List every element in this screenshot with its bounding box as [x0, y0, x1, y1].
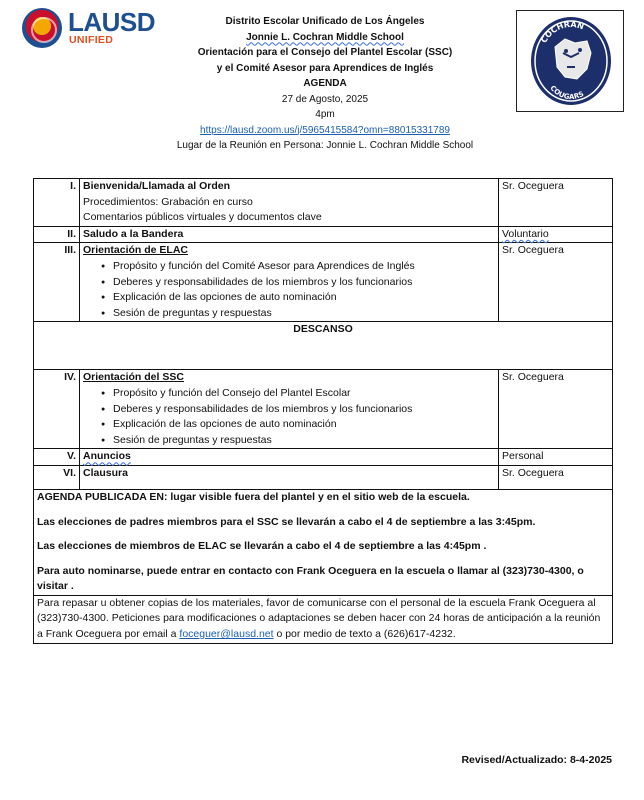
- list-item: ● Sesión de preguntas y respuestas: [101, 306, 495, 322]
- crest-bottom-text: COUGARS: [548, 84, 586, 102]
- header-agenda: AGENDA: [303, 78, 347, 89]
- list-item: ● Propósito y función del Consejo del Plantel Escolar: [101, 386, 495, 402]
- agenda-row-3: [34, 243, 613, 322]
- item-number: VI.: [34, 465, 80, 489]
- copies-cell: [34, 595, 613, 643]
- agenda-row-1: [34, 179, 613, 227]
- item-title: Bienvenida/Llamada al Orden: [83, 180, 231, 192]
- agenda-break-row: [34, 322, 613, 370]
- crest-top-text: COCHRAN: [539, 19, 586, 45]
- zoom-link[interactable]: https://lausd.zoom.us/j/5965415584?omn=88015331789: [200, 124, 450, 136]
- email-link[interactable]: foceguer@lausd.net: [179, 628, 274, 641]
- item-number: II.: [34, 226, 80, 243]
- lausd-seal-icon: [22, 8, 62, 48]
- list-item: ● Deberes y responsabilidades de los miembros y los funcionarios: [101, 275, 495, 291]
- list-item: ● Explicación de las opciones de auto nominación: [101, 417, 495, 433]
- agenda-table: [33, 178, 613, 644]
- posted-note: AGENDA PUBLICADA EN: lugar visible fuera del plantel y en el sitio web de la escuela.: [37, 490, 470, 503]
- item-responsible: Sr. Oceguera: [499, 370, 613, 449]
- logo-name: LAUSD: [68, 7, 156, 37]
- agenda-row-4: [34, 370, 613, 449]
- break-label: DESCANSO: [34, 322, 613, 370]
- ssc-elections-note: Las elecciones de padres miembros para el SSC se llevarán a cabo el 4 de septiembre a las 3:45pm.: [37, 515, 536, 528]
- item-title: Clausura: [83, 466, 128, 479]
- document-header: [140, 14, 510, 154]
- cochran-crest: [516, 10, 624, 112]
- notes-row: [34, 489, 613, 595]
- header-school: Jonnie L. Cochran Middle School: [246, 31, 404, 43]
- item-number: I.: [34, 179, 80, 227]
- copies-text: Para repasar u obtener copias de los materiales, favor de comunicarse con el personal de la escuela Frank Oceguera al (323)730-4300. Peticiones para modificaciones o adaptaciones se deben hacer con 24 horas de anticipación a la reunión a Frank Oceguera por email a: [37, 596, 601, 641]
- item-title: Orientación del SSC: [83, 371, 184, 384]
- item-responsible: Voluntario: [499, 226, 613, 243]
- notes-cell: [34, 489, 613, 595]
- item-content: [80, 226, 499, 243]
- header-location: Lugar de la Reunión en Persona: Jonnie L. Cochran Middle School: [176, 140, 474, 151]
- item-content: [80, 243, 499, 322]
- header-date: 27 de Agosto, 2025: [281, 93, 369, 105]
- list-item: ● Sesión de preguntas y respuestas: [101, 433, 495, 449]
- list-item: ● Propósito y función del Comité Asesor para Aprendices de Inglés: [101, 259, 495, 275]
- item-content: [80, 449, 499, 466]
- agenda-row-5: [34, 449, 613, 466]
- item-responsible: Personal: [499, 449, 613, 466]
- header-time: 4pm: [315, 109, 335, 120]
- header-subtitle: y el Comité Asesor para Aprendices de Inglés: [216, 62, 434, 74]
- agenda-row-2: [34, 226, 613, 243]
- item-line: Procedimientos: Grabación en curso: [83, 195, 253, 208]
- item-number: V.: [34, 449, 80, 466]
- cougar-logo-icon: [531, 17, 611, 105]
- copies-text-end: o por medio de texto a (626)617-4232.: [273, 628, 456, 641]
- item-line: Comentarios públicos virtuales y documentos clave: [83, 211, 322, 224]
- self-nominate-note: Para auto nominarse, puede entrar en contacto con Frank Oceguera en la escuela o llamar al (323)730-4300, o visitar .: [37, 564, 584, 593]
- header-district: Distrito Escolar Unificado de Los Ángeles: [225, 16, 425, 27]
- elac-elections-note: Las elecciones de miembros de ELAC se llevarán a cabo el 4 de septiembre a las 4:45pm .: [37, 540, 487, 553]
- item-content: [80, 370, 499, 449]
- item-title: Orientación de ELAC: [83, 244, 189, 257]
- item-responsible: Sr. Oceguera: [499, 465, 613, 489]
- list-item: ● Deberes y responsabilidades de los miembros y los funcionarios: [101, 402, 495, 418]
- bullet-list: [83, 259, 495, 321]
- bullet-list: [83, 386, 495, 448]
- item-title: Saludo a la Bandera: [83, 227, 184, 240]
- logo-sub: UNIFIED: [69, 34, 114, 46]
- header-title: Orientación para el Consejo del Plantel Escolar (SSC): [197, 47, 453, 58]
- item-number: III.: [34, 243, 80, 322]
- item-responsible: Sr. Oceguera: [499, 179, 613, 227]
- item-content: [80, 179, 499, 227]
- item-responsible: Sr. Oceguera: [499, 243, 613, 322]
- copies-row: [34, 595, 613, 643]
- revised-date: Revised/Actualizado: 8-4-2025: [461, 754, 612, 766]
- list-item: ● Explicación de las opciones de auto nominación: [101, 290, 495, 306]
- item-number: IV.: [34, 370, 80, 449]
- agenda-row-6: [34, 465, 613, 489]
- item-title: Anuncios: [83, 450, 131, 463]
- item-content: [80, 465, 499, 489]
